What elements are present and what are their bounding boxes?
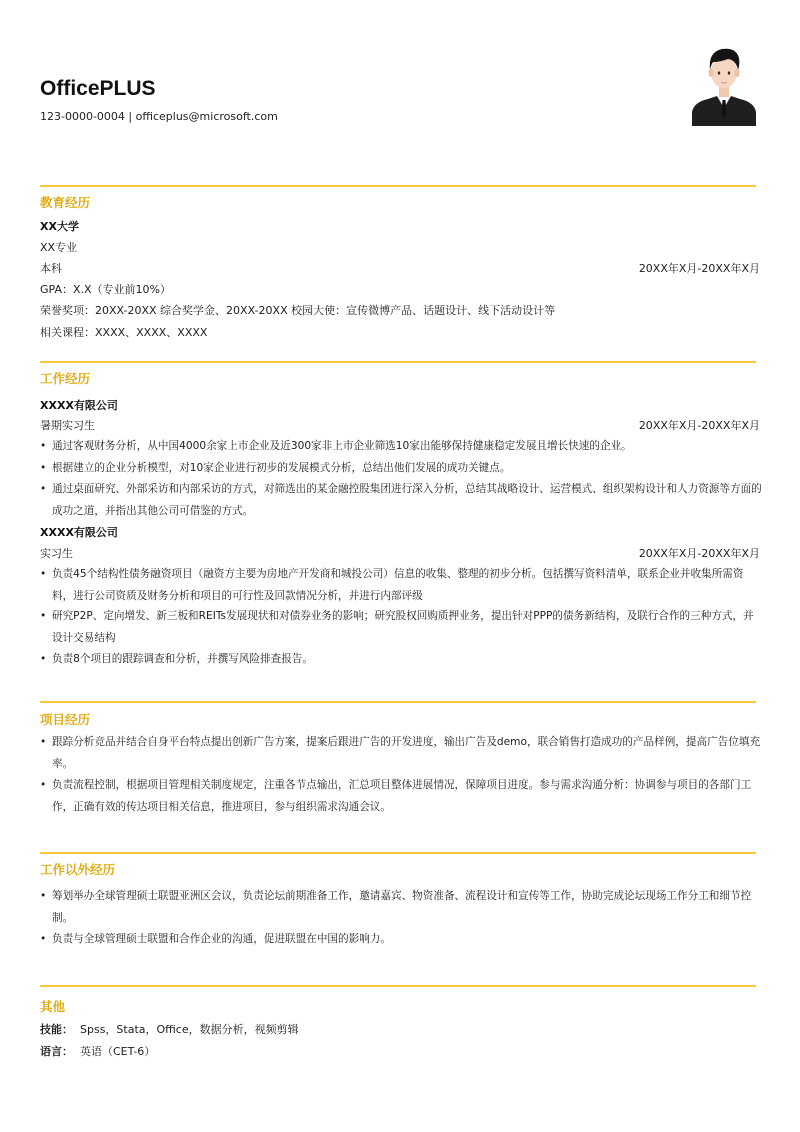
education-date: 20XX年X月-20XX年X月: [638, 262, 760, 275]
list-item: • 负责与全球管理硕士联盟和合作企业的沟通，促进联盟在中国的影响力。: [40, 933, 391, 945]
list-item: • 负责流程控制，根据项目管理相关制度规定，注重各节点输出，汇总项目整体进展情况，保障项目进度。参与需求沟通分析：协调参与项目的各部门工作，正确有效的传达项目相关信息，推进项目，参与组织需求沟通会议。: [40, 779, 752, 813]
job-role: 实习生: [40, 547, 73, 560]
section-divider: [40, 361, 756, 363]
school-name: XX大学: [40, 220, 79, 233]
list-item: • 跟踪分析竞品并结合自身平台特点提出创新广告方案，提案后跟进广告的开发进度，输出广告及demo，联合销售打造成功的产品样例，提高广告位填充率。: [40, 736, 761, 770]
company-name: XXXX有限公司: [40, 399, 118, 412]
list-item: • 通过客观财务分析，从中国4000余家上市企业及近300家非上市企业筛选10家出能够保持健康稳定发展且增长快速的企业。: [40, 440, 632, 452]
section-divider: [40, 185, 756, 187]
section-divider: [40, 701, 756, 703]
section-divider: [40, 985, 756, 987]
job-date: 20XX年X月-20XX年X月: [638, 547, 760, 560]
list-item: • 研究P2P、定向增发、新三板和REITs发展现状和对债券业务的影响；研究股权回购质押业务，提出针对PPP的债务新结构，及联行合作的三种方式，并设计交易结构: [40, 610, 754, 644]
projects-section-title: 项目经历: [40, 712, 91, 727]
list-item: • 通过桌面研究、外部采访和内部采访的方式，对筛选出的某金融控股集团进行深入分析，总结其战略设计、运营模式、组织架构设计和人力资源等方面的成功之道，并指出其他公司可借鉴的方式。: [40, 483, 762, 517]
extra-section-title: 工作以外经历: [40, 862, 116, 877]
candidate-name: OfficePLUS: [40, 77, 156, 100]
honors: 荣誉奖项：20XX-20XX 综合奖学金、20XX-20XX 校园大使：宣传微博产品、话题设计、线下活动设计等: [40, 304, 556, 317]
language-value: 英语（CET-6）: [80, 1045, 156, 1058]
courses: 相关课程：XXXX、XXXX、XXXX: [40, 326, 208, 339]
job-role: 暑期实习生: [40, 419, 95, 432]
list-item: • 根据建立的企业分析模型，对10家企业进行初步的发展模式分析，总结出他们发展的成功关键点。: [40, 462, 511, 474]
person-in-suit-icon: [692, 42, 756, 126]
degree: 本科: [40, 262, 62, 275]
education-section-title: 教育经历: [40, 195, 91, 210]
skills-row: [40, 1023, 299, 1037]
major: XX专业: [40, 241, 78, 254]
language-row: [40, 1045, 155, 1059]
other-section-title: 其他: [40, 999, 66, 1014]
contact-info: 123-0000-0004 | officeplus@microsoft.com: [40, 110, 278, 123]
job-date: 20XX年X月-20XX年X月: [638, 419, 760, 432]
section-divider: [40, 852, 756, 854]
gpa: GPA：X.X（专业前10%）: [40, 283, 171, 296]
list-item: • 筹划举办全球管理硕士联盟亚洲区会议，负责论坛前期准备工作，邀请嘉宾、物资准备、流程设计和宣传等工作，协助完成论坛现场工作分工和细节控制。: [40, 890, 752, 924]
list-item: • 负责8个项目的跟踪调查和分析，并撰写风险排查报告。: [40, 653, 313, 665]
work-section-title: 工作经历: [40, 371, 91, 386]
skills-value: Spss，Stata，Office，数据分析，视频剪辑: [80, 1023, 299, 1036]
company-name: XXXX有限公司: [40, 526, 118, 539]
list-item: • 负责45个结构性债务融资项目（融资方主要为房地产开发商和城投公司）信息的收集、整理的初步分析。包括撰写资料清单，联系企业并收集所需资料，进行公司资质及财务分析和项目的可行性及回款情况分析，并进行内部评级: [40, 568, 744, 602]
language-label: 语言：: [40, 1045, 73, 1058]
skills-label: 技能：: [40, 1023, 73, 1036]
